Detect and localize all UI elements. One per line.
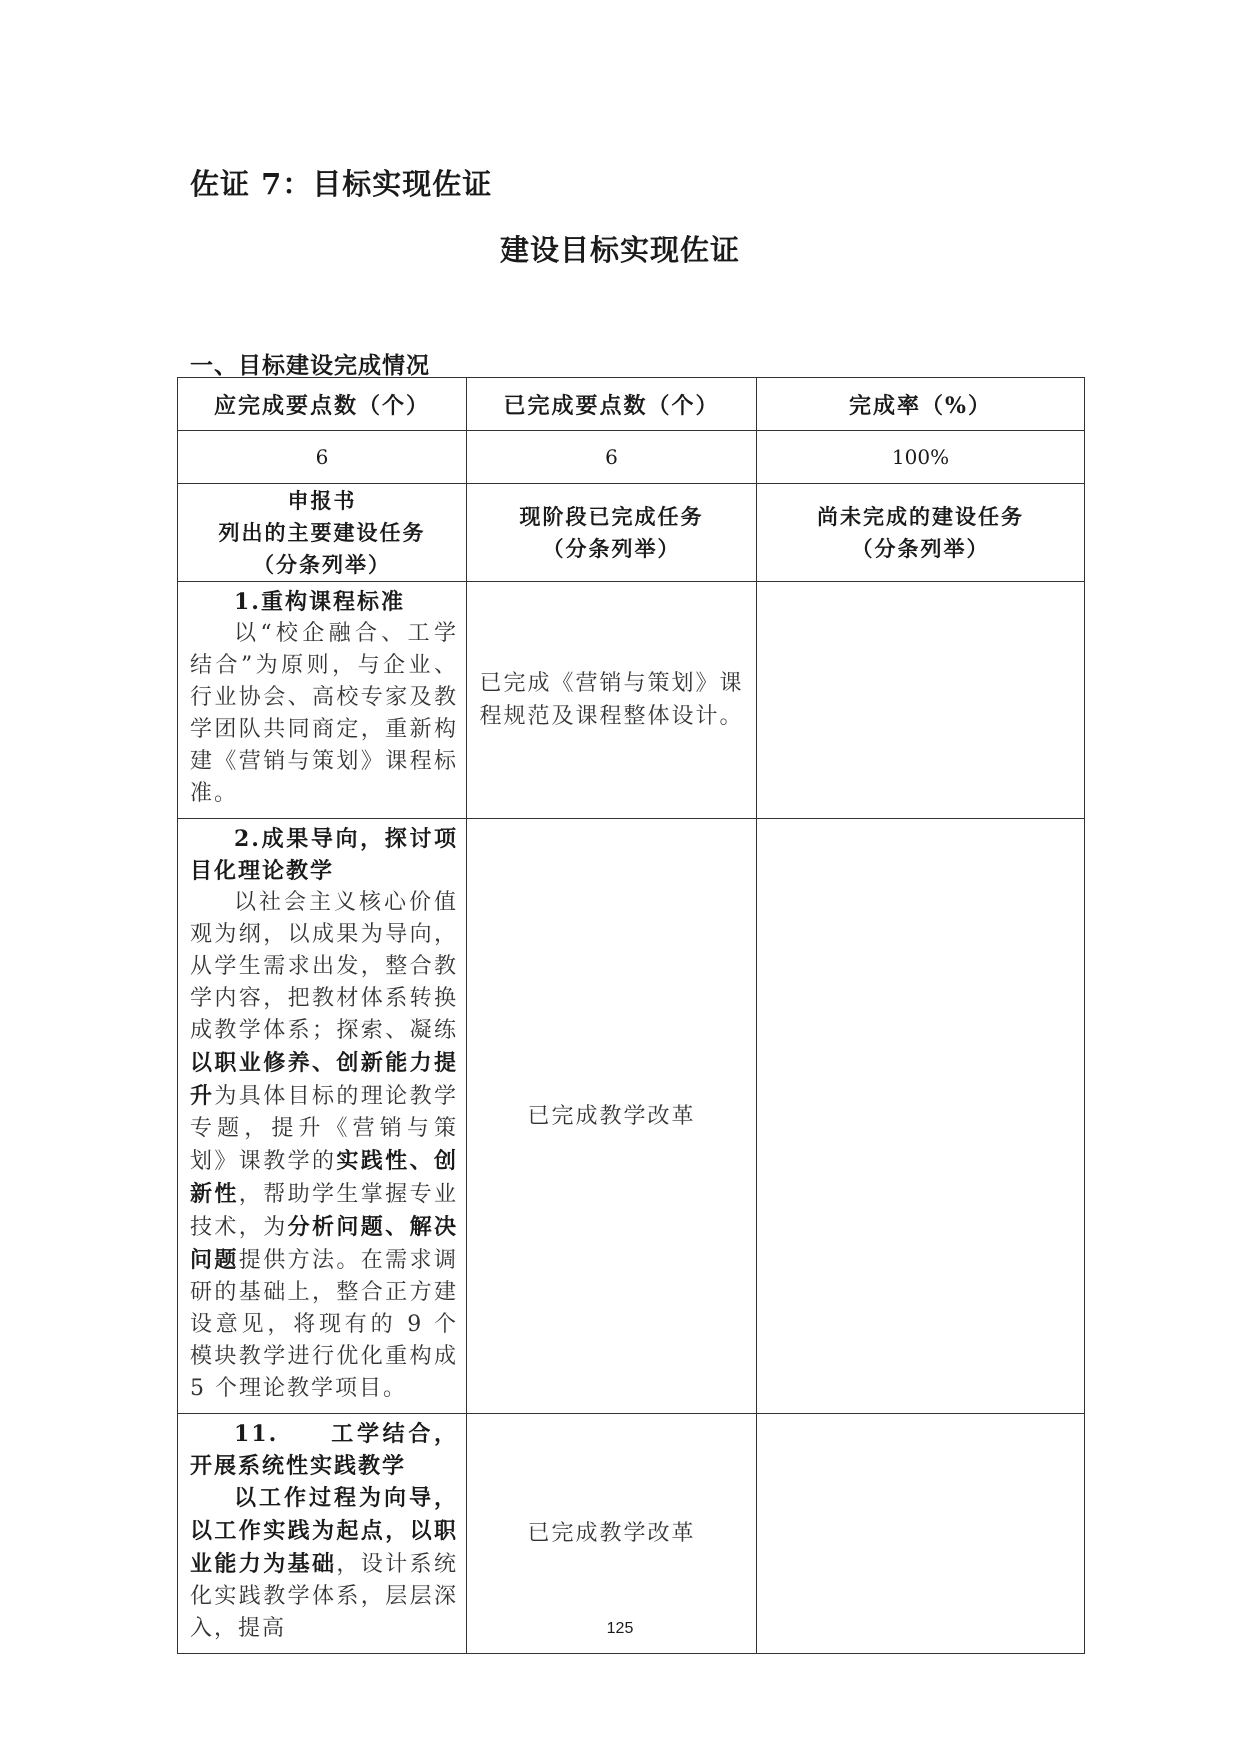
table-row [178,582,1085,819]
task-text: 以社会主义核心价值观为纲，以成果为导向，从学生需求出发，整合教学内容，把教材体系转换成教学体系；探索、凝练 [190,890,458,1043]
pending-task-cell [757,582,1085,819]
planned-task-cell [178,1414,467,1654]
header-completed-line2: （分条列举） [542,535,681,561]
page-number: 125 [606,1620,634,1637]
header-completed-line1: 现阶段已完成任务 [519,503,704,529]
value-required-points: 6 [178,431,467,484]
section-title: 一、目标建设完成情况 [190,352,430,379]
header-completed-points: 已完成要点数（个） [467,378,757,431]
value-completion-rate: 100% [757,431,1085,484]
pending-task-cell [757,819,1085,1414]
task-text: ，设计系统化实践教学体系，层层深入，提高 [190,1552,458,1641]
header-pending-tasks [757,484,1085,582]
task-title: 11. 工学结合，开展系统性实践教学 [190,1421,458,1479]
header-completion-rate: 完成率（%） [757,378,1085,431]
task-emphasis: 分析问题、解决问题 [190,1214,458,1273]
summary-header-row [178,378,1085,431]
header-planned-tasks [178,484,467,582]
goal-completion-table [177,377,1085,1654]
task-description: 以“校企融合、工学结合”为原则，与企业、行业协会、高校专家及教学团队共同商定，重新构建《营销与策划》课程标准。 [190,621,458,806]
task-title: 1.重构课程标准 [234,589,405,615]
document-heading: 佐证 7：目标实现佐证 [190,167,493,201]
task-emphasis: 以职业修养、创新能力提升 [190,1050,458,1109]
completed-task-cell: 已完成教学改革 [467,1414,757,1654]
header-completed-tasks [467,484,757,582]
header-required-points: 应完成要点数（个） [178,378,467,431]
task-description [190,887,458,1405]
task-text: ，帮助学生掌握专业技术，为 [190,1182,458,1240]
document-title: 建设目标实现佐证 [499,233,740,267]
table-row [178,819,1085,1414]
header-planned-line3: （分条列举） [253,551,391,577]
task-title: 2.成果导向，探讨项目化理论教学 [190,826,458,884]
header-pending-line2: （分条列举） [851,535,990,561]
summary-value-row [178,431,1085,484]
planned-task-cell [178,582,467,819]
completed-task-cell: 已完成《营销与策划》课程规范及课程整体设计。 [467,582,757,819]
task-text: 提供方法。在需求调研的基础上，整合正方建设意见，将现有的 9 个模块教学进行优化重构成 5 个理论教学项目。 [190,1248,458,1401]
task-header-row [178,484,1085,582]
task-emphasis: 以工作过程为向导，以工作实践为起点，以职业能力为基础 [190,1485,458,1577]
planned-task-cell [178,819,467,1414]
header-planned-line2: 列出的主要建设任务 [218,519,426,545]
completed-task-cell: 已完成教学改革 [467,819,757,1414]
header-planned-line1: 申报书 [287,487,357,513]
header-pending-line1: 尚未完成的建设任务 [817,503,1024,529]
task-text: 为具体目标的理论教学专题，提升《营销与策划》课教学的 [190,1084,458,1174]
table-row [178,1414,1085,1654]
task-emphasis: 实践性、创新性 [190,1148,458,1207]
value-completed-points: 6 [467,431,757,484]
pending-task-cell [757,1414,1085,1654]
